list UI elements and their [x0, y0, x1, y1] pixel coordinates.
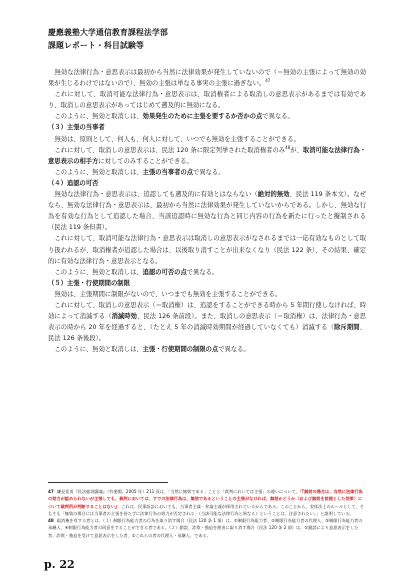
paragraph-summary-ratification: このように、無効と取消しは、追認の可否の点で異なる。 — [54, 268, 219, 276]
paragraph-summary-period: このように、無効と取消しは、主張・行使期間の制限の点で異なる。 — [54, 346, 250, 354]
footnote-ref-47[interactable]: 47 — [265, 78, 271, 83]
paragraph-summary-assertion: このように、無効と取消しは、効果発生のために主張を要するか否かの点で異なる。 — [54, 113, 294, 121]
section-heading-ratification: （４）追認の可否 — [48, 179, 99, 187]
main-body — [48, 67, 366, 355]
page-header — [48, 27, 378, 52]
paragraph-voidable-period: これに対して、取消しの意思表示（＝取消権）は、追認をすることができる時から 5 年間行使しなければ、時効によって消滅する（消滅時効、民法 126 条前段）。また、取消しの意思表示（＝取消権）は、法律行為・意思表示の時から 20 年を経過すると、（たとえ 5 年の消滅時効期間が経過していなくても）消滅する（除斥期間、民法 126 条後段）。 — [48, 301, 367, 343]
page-number: p. 22 — [44, 558, 75, 571]
header-document-type: 課題レポート・科目試験等 — [48, 40, 144, 50]
footnote-ref-48[interactable]: 48 — [285, 144, 291, 150]
paragraph-void-parties: 無効は、原則として、何人も、何人に対して、いつでも無効を主張することができる。 — [54, 135, 300, 143]
footnote-48: 48 取消権を有する者とは、（１）制限行為能力者の行為を取り消す場合（民法 120 条 1 項）は、①制限行為能力者、②制限行為能力者の代理人、③制限行為能力者の承継人、④制限行為能力者の同意をすることができる者である。（２）錯誤、詐欺・強迫を理由に取り消す場合（民法 120 条 2 項）は、①錯誤により意思表示をした者、詐欺・強迫を受けて意思表示をした者、②これらの者の代理人・承継人、である。 — [48, 518, 363, 538]
header-university: 慶應義塾大学通信教育課程法学部 — [48, 28, 168, 37]
paragraph-void-ratification: 無効な法律行為・意思表示は、追認しても遡及的に有効とはならない（絶対的無効、民法 119 条本文）。なぜなら、無効な法律行為・意思表示は、最初から当然に法律効果が発生していないからである。しかし、無効な行為を有効な行為として追認した場合、当該追認時に無効な行為と同じ内容の行為を新たに行ったと擬制される（民法 119 条但書）。 — [48, 191, 366, 232]
paragraph-voidable-ratification: これに対して、取消可能な法律行為・意思表示は取消しの意思表示がなされるまでは一応有効なものとして取り扱われるが、取消権者が追認した場合は、以後取り消すことが出来なくなり（民法 122 条）、その結果、確定的に有効な法律行為・意思表示となる。 — [48, 235, 366, 265]
footnotes — [48, 488, 366, 539]
paragraph-void-assertion: 無効な法律行為・意思表示は最初から当然に法律効果が発生していないので（＝無効の主張によって無効の効果が生じるわけではないので）、無効の主張は単なる事実の主張に過ぎない。$^{47}$ — [48, 69, 366, 88]
paragraph-voidable-parties: これに対して、取消しの意思表示は、民法 120 条に限定列挙された取消権者のみ$^{48}$が、取消可能な法律行為・意思表示の相手方に対してのみすることができる。 — [48, 144, 367, 165]
footnote-divider — [48, 482, 168, 483]
paragraph-summary-parties: このように、無効と取消しは、主張の当事者の点で異なる。 — [54, 168, 225, 176]
footnote-47-highlight: 「『無効の場合は、当然に法律行為の効力が認められないが主張しても、裁判においては、すでの法律行為は、無効であるということの主張がなければ、無効かどうか（および無効を前提とした効果）について裁判所が判断することはない』 — [48, 489, 363, 509]
footnote-47: 47 鎌見佳男『民法総則講義』（有斐閣、2005 年）211 頁は、「当然に無効である」ことと「裁判においては主張」の違いについて、「『無効の場合は、当然に法律行為の効力が認められないが主張しても、裁判においては、すでの法律行為は、無効であるということの主張がなければ、無効かどうか（および無効を前提とした効果）について裁判所が判断することはない』」これは、民事訴訟においても、当事者主義・弁論主義が採用されているからである。このことから、実体法上のルールとして、そもそも「無効の場合には当事者の主張を待たずに法律行為の効力が否定される」（当該可能な法律行為と異なる）ということは、注意されたい。」と説明している。 — [48, 489, 364, 516]
section-heading-period: （５）主張・行使期間の制限 — [48, 279, 130, 287]
paragraph-voidable-assertion: これに対して、取消可能な法律行為・意思表示は、取消権者による取消しの意思表示があるまでは有効であり、取消しの意思表示があってはじめて遡及的に無効になる。 — [48, 91, 366, 110]
section-heading-parties: （３）主張の当事者 — [48, 124, 105, 132]
paragraph-void-period: 無効は、主張期間に制限がないので、いつまでも無効を主張することができる。 — [54, 290, 282, 298]
